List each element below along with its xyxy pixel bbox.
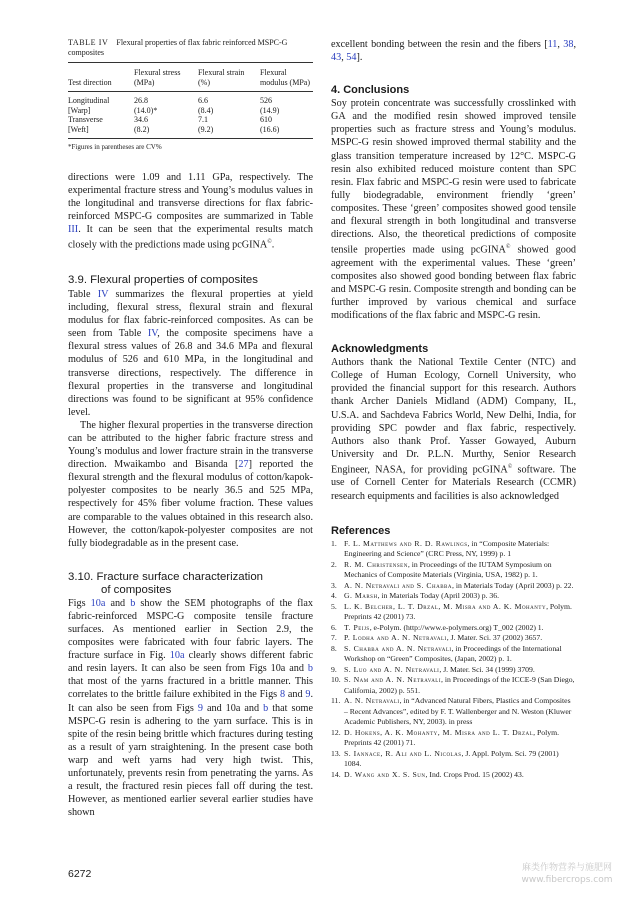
- citation-link[interactable]: 27: [238, 459, 249, 471]
- reference-item: 6. T. Peijs, e-Polym. (http://www.e-polymers.org) T_002 (2002) 1.: [331, 622, 544, 632]
- page-number: 6272: [68, 868, 92, 880]
- citation-link[interactable]: 43: [331, 52, 342, 64]
- paragraph: Figs 10a and b show the SEM photographs of the flax fabric-reinforced MSPC-G composite tensile fracture surfaces. As mentioned earlier in Section 2.9, the composites were fabricated with four fabric layers. The fracture surface in Fig. 10a clearly shows different fabric and resin layers. It can also be seen from Figs 10a and b that most of the yarns fractured in a brittle manner. This correlates to the brittle failure exhibited in the Figs 8 and 9. It can also be seen from Figs 9 and 10a and b that some MSPC-G resin is adhering to the yarn surface. This is in spite of the resin being brittle which fractures during testing as a result of yarn straightening. In the present case both warp and weft yarns had very high twist. This, unfortunately, prevents resin from penetrating the yarns. As a result, the fractured resin pieces fall off during the test. However, as mentioned earlier several earlier studies have shown: [68, 597, 313, 819]
- reference-item: 12. D. Hokens, A. K. Mohanty, M. Misra and L. T. Drzal, Polym. Preprints 42 (2001) 71.: [331, 727, 560, 748]
- watermark: 麻类作物营养与施肥网 www.fibercrops.com: [521, 863, 613, 885]
- paragraph: directions were 1.09 and 1.11 GPa, respectively. The experimental fracture stress and Young’s modulus values in the longitudinal and transverse directions for flax fabric-reinforced MSPC-G composites are summarized in Table III. It can be seen that the experimental results match closely with the predictions made using pcGINA©.: [68, 172, 313, 251]
- table-cell: (14.9): [260, 105, 280, 115]
- table-header-cell: Flexural stress (MPa): [134, 68, 181, 87]
- reference-item: 4. G. Marsh, in Materials Today (April 2003) p. 36.: [331, 591, 500, 601]
- table-row: [68, 115, 313, 125]
- section-heading-conclusions: 4. Conclusions: [331, 84, 410, 97]
- figure-link[interactable]: 10a: [90, 597, 106, 609]
- figure-link[interactable]: b: [307, 663, 313, 675]
- figure-link[interactable]: 9: [197, 702, 203, 714]
- section-heading-3-10: 3.10. Fracture surface characterization of composites: [68, 570, 263, 596]
- table-cell: 34.6: [134, 115, 148, 124]
- table-label: TABLE IV: [68, 38, 109, 47]
- citation-link[interactable]: 54: [346, 52, 357, 64]
- flexural-properties-table: [68, 62, 313, 139]
- table-caption: [68, 38, 313, 58]
- table-cell: (16.6): [260, 124, 280, 134]
- paragraph: The higher flexural properties in the transverse direction can be attributed to the higher fabric fracture stress and Young’s modulus and lower fracture strain in the transverse direction. Mwaikambo and Bisanda [27] reported the flexural strength and the flexural modulus of cotton/kapok-polyester composites to be nearly 36.5 and 525 MPa, respectively for 45% fiber volume fraction. These values are comparable to the values obtained in this research also. However, the cotton/kapok-polyester composites are not fully biodegradable as in the present case.: [68, 419, 313, 549]
- reference-item: 3. A. N. Netravali and S. Chabba, in Materials Today (April 2003) p. 22.: [331, 580, 574, 590]
- figure-link[interactable]: b: [263, 702, 269, 714]
- section-heading-references: References: [331, 524, 391, 537]
- table-footnote: *Figures in parentheses are CV%: [68, 143, 162, 151]
- table-cell: (9.2): [198, 124, 214, 134]
- paragraph: Soy protein concentrate was successfully crosslinked with GA and the modified resin showed improved tensile properties such as fracture stress and Young’s modulus. MSPC-G resin showed improved thermal stability and the glass transition temperature increased by 12°C. MSPC-G resin also exhibited reduced moisture content than SPC resin. Flax fabric and MSPC-G resin were used to fabricate fully biodegradable, environment friendly ‘green’ composites. These ‘green’ composites showed good tensile and flexural strength in both longitudinal and transverse directions. Also, the theoretical predictions of composite tensile properties made using pcGINA© showed good agreement with the experimental values. These ‘green’ composites also showed good bonding between flax fabric and MSPC-G resin. Composite strength and bonding can be further improved by various chemical and surface modifications of the flax fabric and MSPC-G resin.: [331, 98, 577, 322]
- table-link[interactable]: III: [68, 224, 79, 236]
- reference-item: 13. S. Iannace, R. Ali and L. Nicolas, J. Appl. Polym. Sci. 79 (2001) 1084.: [331, 748, 559, 769]
- figure-link[interactable]: b: [130, 597, 136, 609]
- paragraph: excellent bonding between the resin and the fibers [11, 38, 43, 54].: [331, 39, 576, 64]
- figure-link[interactable]: 8: [279, 689, 286, 701]
- table-header-cell: Flexural strain (%): [198, 68, 245, 87]
- table-cell: 26.8: [134, 96, 148, 105]
- citation-link[interactable]: 38: [563, 39, 574, 50]
- table-cell: (8.4): [198, 105, 214, 115]
- table-link[interactable]: IV: [147, 328, 158, 340]
- table-cell: [Weft]: [68, 124, 89, 134]
- figure-link[interactable]: 9: [305, 689, 311, 701]
- table-cell: 7.1: [198, 115, 208, 124]
- table-cell: [Warp]: [68, 105, 91, 115]
- reference-item: 11. A. N. Netravali, in “Advanced Natural Fibers, Plastics and Composites – Recent Advances”, edited by F. T. Wallenberger and N. Weston (Kluwer Academic Publishers, NY, 2003). in press: [331, 696, 572, 727]
- table-row: [68, 106, 313, 116]
- table-cell: (8.2): [134, 124, 150, 134]
- section-heading-3-9: 3.9. Flexural properties of composites: [68, 273, 258, 286]
- reference-item: 10. S. Nam and A. N. Netravali, in Proceedings of the ICCE-9 (San Diego, California, 2002) p. 551.: [331, 675, 575, 695]
- section-heading-acknowledgments: Acknowledgments: [331, 343, 429, 356]
- reference-item: 1. F. L. Matthews and R. D. Rawlings, in “Composite Materials: Engineering and Science” (CRC Press, NY, 1999) p. 1: [331, 538, 550, 559]
- reference-item: 5. L. K. Belcher, L. T. Drzal, M. Misra and A. K. Mohanty, Polym. Preprints 42 (2001) 73.: [331, 601, 572, 622]
- reference-item: 2. R. M. Christensen, in Proceedings of the IUTAM Symposium on Mechanics of Composite Materials (Virginia, USA, 1982) p. 1.: [331, 559, 552, 580]
- reference-item: 8. S. Chabba and A. N. Netravali, in Proceedings of the International Workshop on “Green” Composites, (Japan, 2002) p. 1.: [331, 643, 562, 664]
- table-cell: 6.6: [198, 96, 208, 105]
- table-cell: Transverse: [68, 115, 103, 124]
- reference-item: 7. P. Lodha and A. N. Netravali, J. Mater. Sci. 37 (2002) 3657.: [331, 633, 543, 643]
- figure-link[interactable]: 10a: [169, 650, 185, 662]
- reference-list: [331, 539, 576, 781]
- table-caption-text: Flexural properties of flax fabric reinforced MSPC-G composites: [68, 38, 288, 57]
- table-row: [68, 125, 313, 139]
- paragraph: Authors thank the National Textile Center (NTC) and College of Human Ecology, Cornell University, who provided the financial support for this research. Authors thank Archer Daniels Midland (ADM) Company, IL, U.S.A. and Sachdeva Fabrics World, New Delhi, India, for providing SPC powder and flax fabric, respectively. Authors also thank Prof. Yasser Gowayed, Auburn University and Dr. P.L.N. Murthy, Senior Research Engineer, NASA, for providing pcGINA© software. The use of Cornell Center for Materials Research (CCMR) research equipments and facilities is also acknowledged: [331, 357, 576, 502]
- left-column: [68, 38, 313, 819]
- table-cell: Longitudinal: [68, 96, 110, 105]
- citation-link[interactable]: 11: [547, 39, 558, 50]
- table-header-cell: Test direction: [68, 77, 112, 87]
- table-header-cell: Flexural modulus (MPa): [260, 68, 310, 87]
- reference-item: 9. S. Luo and A. N. Netravali, J. Mater. Sci. 34 (1999) 3709.: [331, 664, 535, 674]
- table-link[interactable]: IV: [97, 288, 109, 300]
- table-cell: 526: [260, 96, 272, 105]
- table-cell: 610: [260, 115, 272, 124]
- table-cell: (14.0)*: [134, 105, 158, 115]
- table-row: [68, 92, 313, 106]
- right-column: [331, 38, 576, 780]
- paragraph: Table IV summarizes the flexural properties at yield including, flexural stress, flexural strain and flexural modulus for flax fabric-reinforced composites. As can be seen from Table IV, the composite specimens have a flexural stress values of 26.8 and 34.6 MPa and flexural modulus of 526 and 610 MPa, in the longitudinal and transverse directions, respectively. The difference in flexural properties in the transverse and longitudinal directions was found to be significant at 95% confidence level.: [68, 288, 313, 418]
- reference-item: 14. D. Wang and X. S. Sun, Ind. Crops Prod. 15 (2002) 43.: [331, 769, 524, 779]
